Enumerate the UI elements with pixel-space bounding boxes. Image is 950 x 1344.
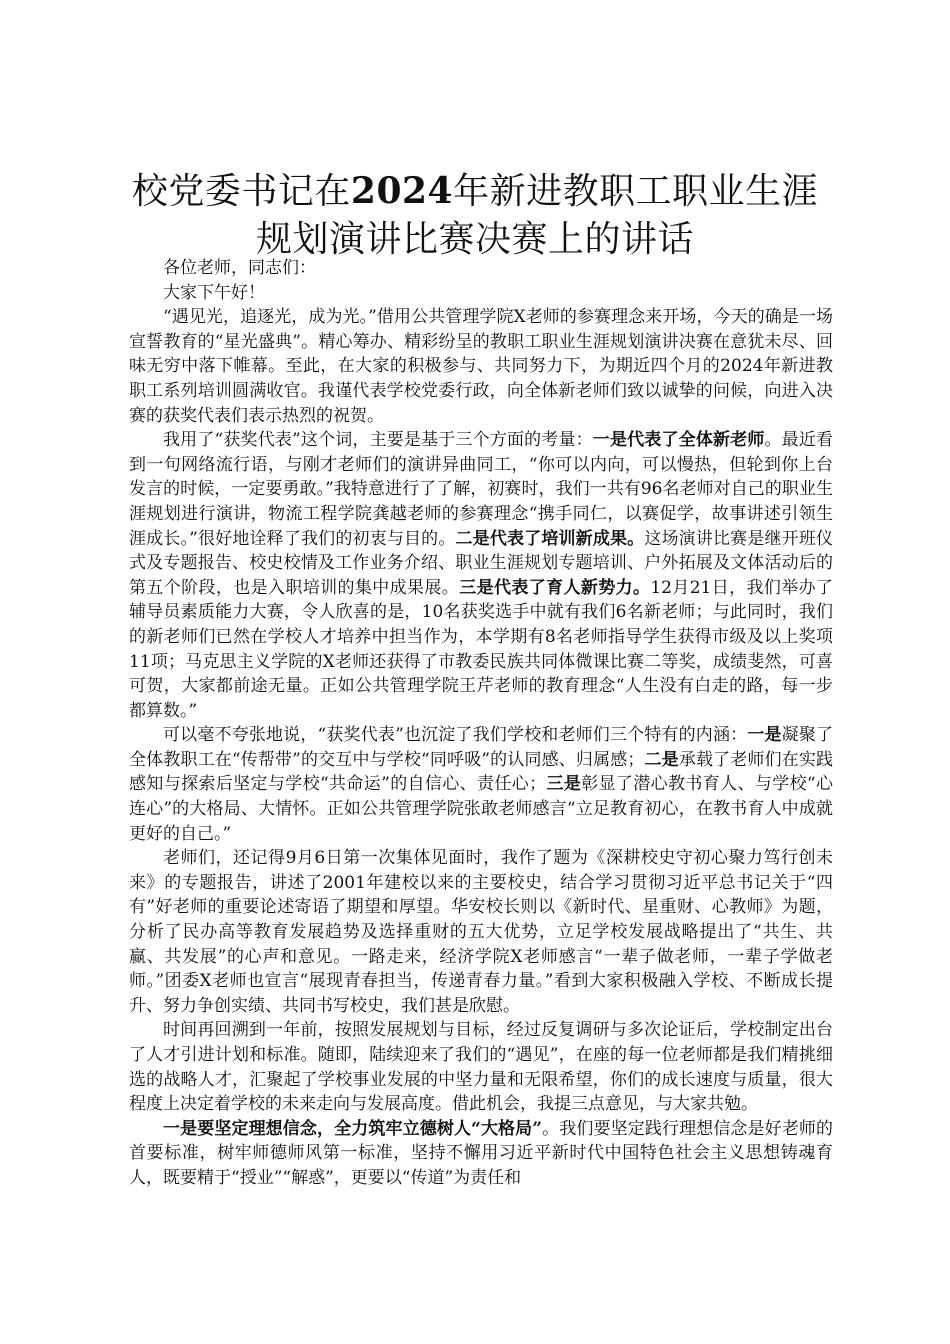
bold-run: 一是要坚定理想信念，全力筑牢立德树人“大格局” <box>163 1118 543 1139</box>
bold-run: 一是代表了全体新老师 <box>592 430 765 451</box>
title-part-1: 校党委书记在 <box>131 171 351 212</box>
paragraph-award-representatives <box>129 428 833 723</box>
document-title <box>120 167 830 264</box>
title-part-2: 年新进教职工职业生涯规划演讲比赛决赛上的讲话 <box>255 171 819 260</box>
document-body <box>129 256 833 1191</box>
text-run: 。最近看到一句网络流行语，与刚才老师们的演讲异曲同工，“你可以内向，可以慢热，但轮到你上台发言的时候，一定要勇敢。”我特意进行了了解，初赛时，我们一共有96名老师对自己的职业生涯规划进行演讲，物流工程学院龚越老师的参赛理念“携手同仁，以赛促学，故事讲述引领生涯成长。”很好地诠释了我们的初衷与目的。 <box>129 430 834 549</box>
paragraph-first-opinion <box>129 1117 833 1191</box>
text-run: 12月21日，我们举办了辅导员素质能力大赛，令人欣喜的是，10名获奖选手中就有我们6名新老师；与此同时，我们的新老师们已然在学校人才培养中担当作为，本学期有8名老师指导学生获得市级及以上奖项11项；马克思主义学院的X老师还获得了市教委民族共同体微课比赛二等奖，成绩斐然，可喜可贺，大家都前途无量。正如公共管理学院王芹老师的教育理念“人生没有白走的路，每一步都算数。” <box>129 577 834 721</box>
text-run: 这场演讲比赛是继开班仪式及专题报告、校史校情及工作业务介绍、职业生涯规划专题培训、户外拓展及文体活动后的第五个阶段，也是入职培训的集中成果展。 <box>129 528 834 598</box>
greeting-line: 各位老师，同志们： <box>163 258 316 278</box>
paragraph-one-year-ago: 时间再回溯到一年前，按照发展规划与目标，经过反复调研与多次论证后，学校制定出台了人才引进计划和标准。随即，陆续迎来了我们的“遇见”，在座的每一位老师都是我们精挑细选的战略人才，汇聚起了学校事业发展的中坚力量和无限希望，你们的成长速度与质量，很大程度上决定着学校的未来走向与发展高度。借此机会，我提三点意见，与大家共勉。 <box>129 1020 833 1115</box>
text-run: 我用了“获奖代表”这个词，主要是基于三个方面的考量： <box>163 430 593 451</box>
bold-run: 二是 <box>644 749 679 770</box>
paragraph-connotations <box>129 723 833 846</box>
bold-run: 三是代表了育人新势力。 <box>459 577 651 598</box>
salutation-line: 大家下午好！ <box>163 282 265 303</box>
text-run: 。我们要坚定践行理想信念是好老师的首要标准，树牢师德师风第一标准，坚持不懈用习近平新时代中国特色社会主义思想铸魂育人，既要精于“授业”“解惑”，更要以“传道”为责任和 <box>129 1118 833 1188</box>
paragraph-first-meeting: 老师们，还记得9月6日第一次集体见面时，我作了题为《深耕校史守初心聚力笃行创未来》的专题报告，讲述了2001年建校以来的主要校史，结合学习贯彻习近平总书记关于“四有”好老师的重要论述寄语了期望和厚望。华安校长则以《新时代、星重财、心教师》为题，分析了民办高等教育发展趋势及选择重财的五大优势，立足学校发展战略提出了“共生、共赢、共发展”的心声和意见。一路走来，经济学院X老师感言“一辈子做老师，一辈子学做老师。”团委X老师也宣言“展现青春担当，传递青春力量。”看到大家积极融入学校、不断成长提升、努力争创实绩、共同书写校史，我们甚是欣慰。 <box>129 848 833 1016</box>
text-run: 凝聚了全体教职工在“传帮带”的交互中与学校“同呼吸”的认同感、归属感； <box>129 725 833 770</box>
title-year: 2024 <box>350 170 454 212</box>
text-run: 可以毫不夸张地说，“获奖代表”也沉淀了我们学校和老师们三个特有的内涵： <box>163 725 748 746</box>
text-run: 承载了老师们在实践感知与探索后坚定与学校“共命运”的自信心、责任心； <box>129 749 834 795</box>
paragraph-opening: “遇见光，追逐光，成为光。”借用公共管理学院X老师的参赛理念来开场，今天的确是一场宣誓教育的“星光盛典”。精心筹办、精彩纷呈的教职工职业生涯规划演讲决赛在意犹未尽、回味无穷中落下帷幕。至此，在大家的积极参与、共同努力下，为期近四个月的2024年新进教职工系列培训圆满收官。我谨代表学校党委行政，向全体新老师们致以诚挚的问候，向进入决赛的获奖代表们表示热烈的祝贺。 <box>129 307 833 426</box>
bold-run: 三是 <box>546 774 582 795</box>
bold-run: 一是 <box>747 725 782 746</box>
bold-run: 二是代表了培训新成果。 <box>455 528 645 549</box>
text-run: 彰显了潜心教书育人、与学校“心连心”的大格局、大情怀。正如公共管理学院张敢老师感言“立足教育初心，在教书育人中成就更好的自己。” <box>129 774 833 844</box>
